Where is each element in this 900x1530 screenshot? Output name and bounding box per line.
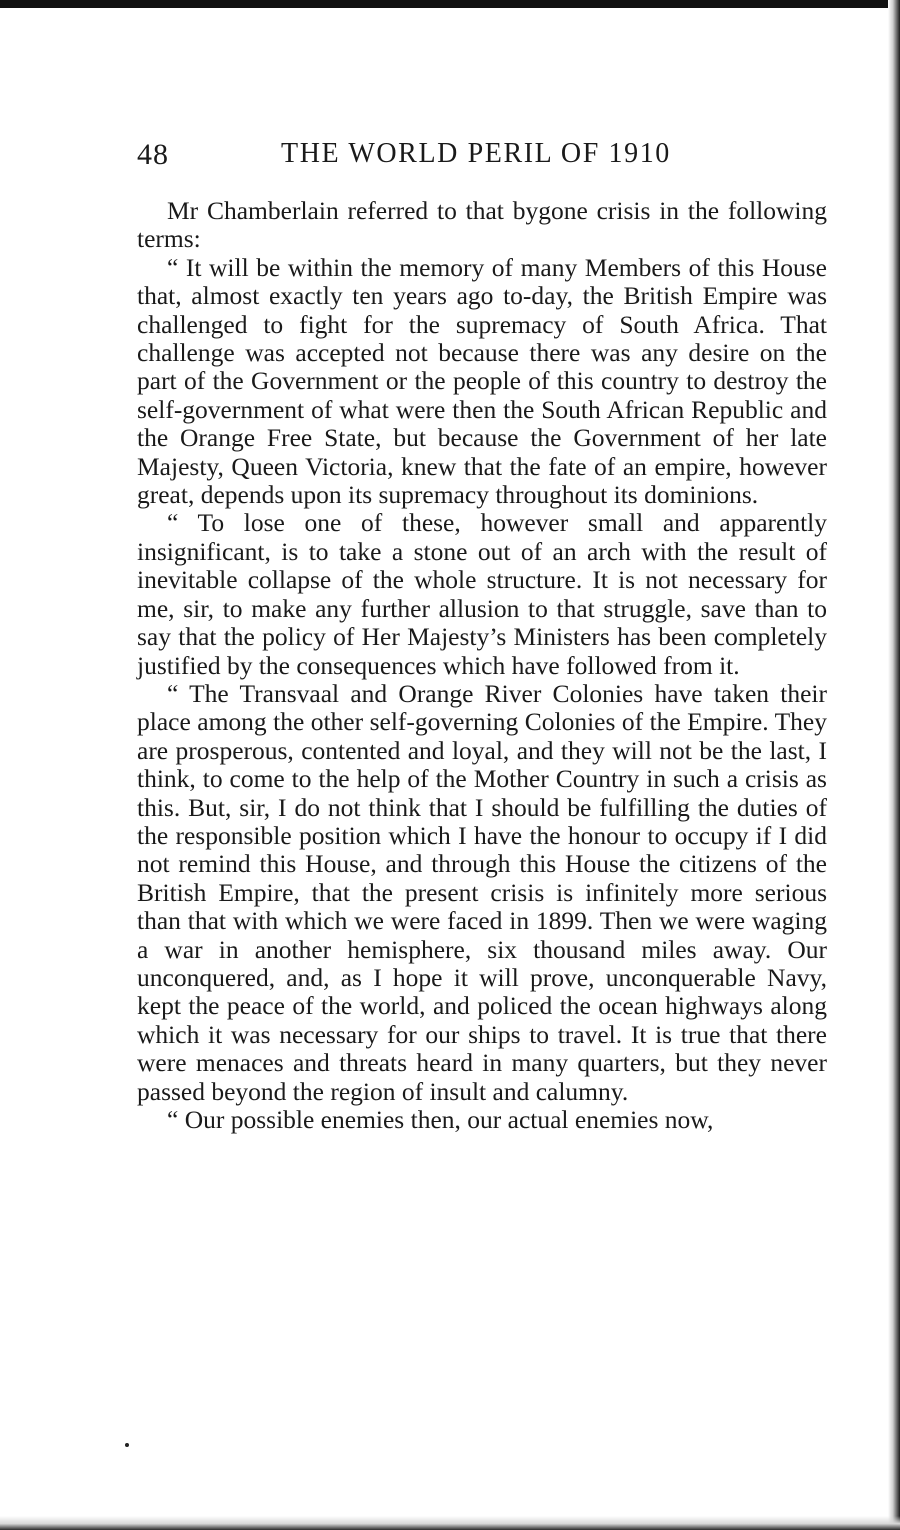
bottom-scan-edge xyxy=(0,1516,900,1530)
paragraph-quote-2: “ To lose one of these, however small and apparently insignificant, is to take a stone out of an arch with the result of inevitable collapse of the whole structure. It is not necessary for me, sir, to make any further allusion to that struggle, save than to say that the policy of Her Majesty’s Ministers has been completely justified by the consequences which have followed from it. xyxy=(137,508,827,680)
body-text xyxy=(137,197,827,1134)
page-header xyxy=(137,138,827,182)
top-scan-border xyxy=(0,0,900,8)
running-title: THE WORLD PERIL OF 1910 xyxy=(281,138,671,169)
page-number: 48 xyxy=(137,138,169,171)
ink-speck xyxy=(125,1443,129,1447)
paragraph-quote-3: “ The Transvaal and Orange River Colonies have taken their place among the other self-governing Colonies of the Empire. They are prosperous, contented and loyal, and they will not be the last, I think, to come to the help of the Mother Country in such a crisis as this. But, sir, I do not think that I should be fulfilling the duties of the responsible position which I have the honour to occupy if I did not remind this House, and through this House the citizens of the British Empire, that the present crisis is infinitely more serious than that with which we were faced in 1899. Then we were waging a war in another hemisphere, six thousand miles away. Our unconquered, and, as I hope it will prove, unconquerable Navy, kept the peace of the world, and policed the ocean highways along which it was necessary for our ships to travel. It is true that there were menaces and threats heard in many quarters, but they never passed beyond the region of insult and calumny. xyxy=(137,678,827,1106)
right-scan-border xyxy=(888,0,900,1530)
paragraph-intro: Mr Chamberlain referred to that bygone crisis in the following terms: xyxy=(137,196,827,254)
paragraph-quote-4: “ Our possible enemies then, our actual enemies now, xyxy=(167,1105,714,1134)
paragraph-quote-1: “ It will be within the memory of many Members of this House that, almost exactly ten years ago to-day, the British Empire was challenged to fight for the supremacy of South Africa. That challenge was accepted not because there was any desire on the part of the Government or the people of this country to destroy the self-government of what were then the South African Republic and the Orange Free State, but because the Government of her late Majesty, Queen Victoria, knew that the fate of an empire, however great, depends upon its supremacy throughout its dominions. xyxy=(137,252,827,510)
